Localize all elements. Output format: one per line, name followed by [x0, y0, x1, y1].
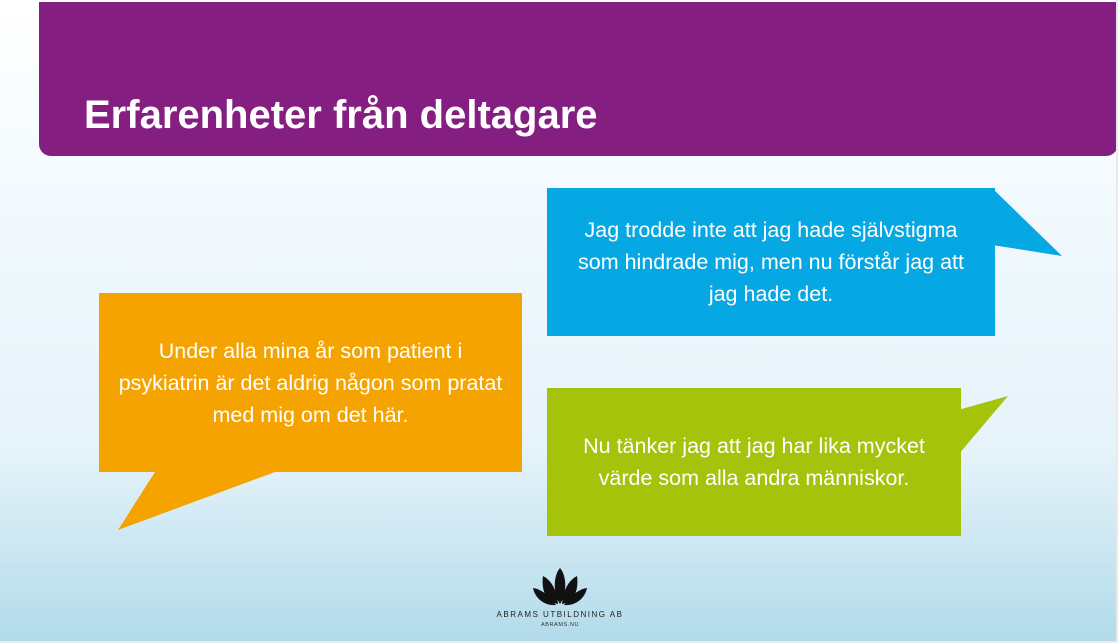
speech-bubble-blue: [547, 188, 995, 336]
company-url: ABRAMS.NU: [540, 622, 580, 628]
company-logo: [460, 566, 660, 636]
speech-bubble-orange: [99, 293, 522, 472]
slide-title: Erfarenheter från deltagare: [84, 93, 598, 137]
quote-green: Nu tänker jag att jag har lika mycket värde som alla andra människor.: [583, 434, 925, 490]
quote-orange: Under alla mina år som patient i psykiatrin är det aldrig någon som pratat med mig om det här.: [118, 338, 503, 427]
quote-blue: Jag trodde inte att jag hade självstigma som hindrade mig, men nu förstår jag att jag hade det.: [578, 218, 964, 306]
lotus-icon: [532, 566, 588, 608]
company-name: ABRAMS UTBILDNING AB: [496, 610, 624, 619]
green-bubble-tail: [958, 396, 1008, 455]
speech-bubble-green: [547, 388, 961, 536]
blue-bubble-tail: [992, 188, 1062, 256]
orange-bubble-tail: [118, 472, 275, 530]
